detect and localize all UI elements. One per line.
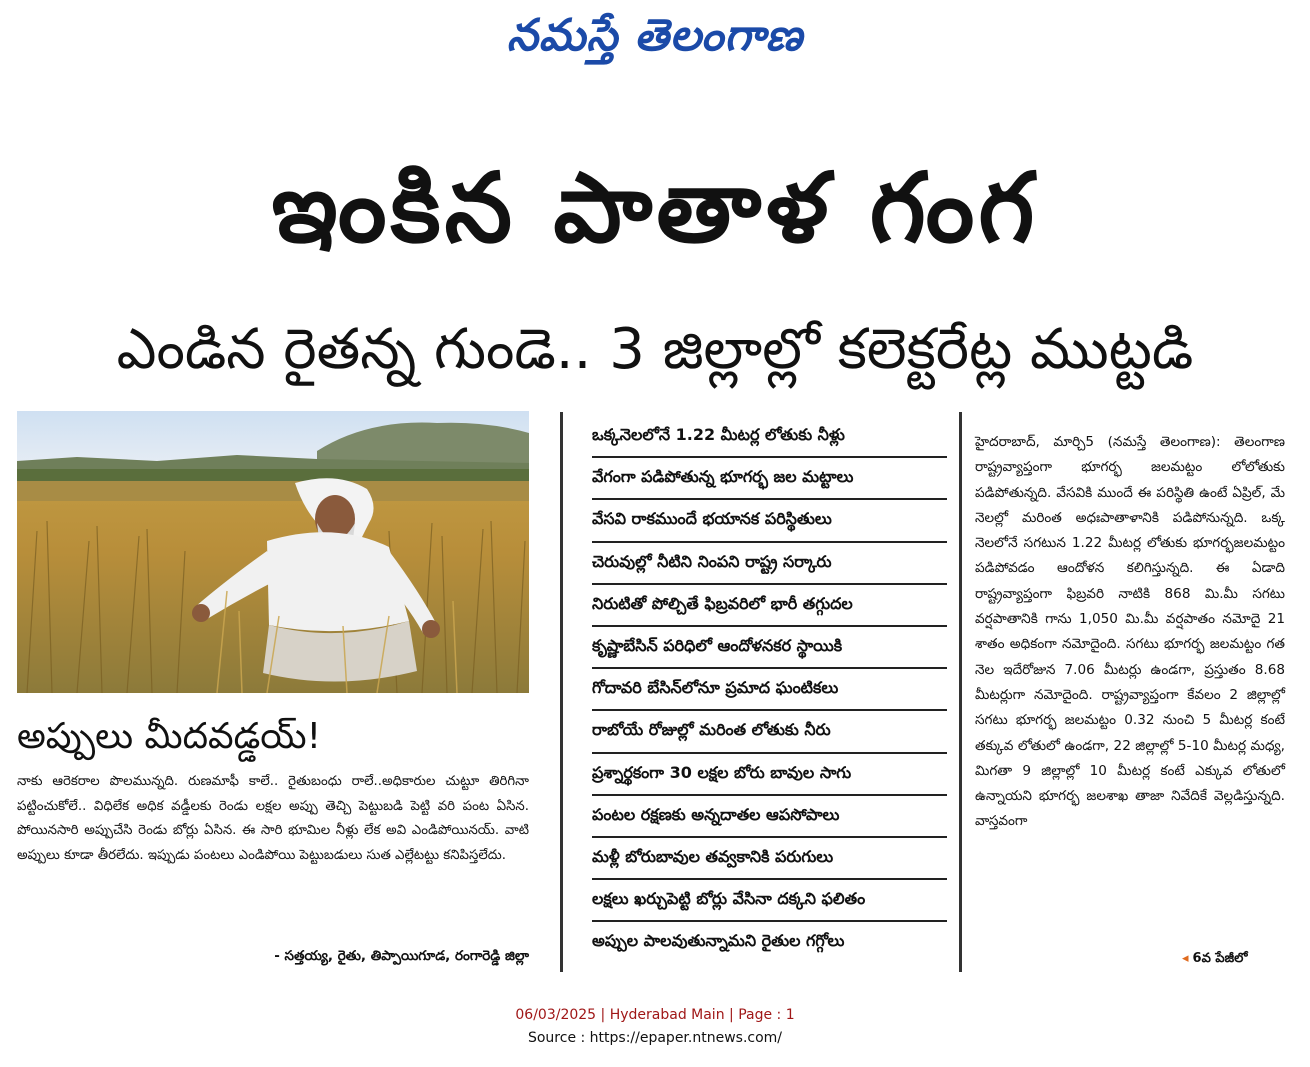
highlight-item: పంటల రక్షణకు అన్నదాతల ఆపసోపాలు — [592, 796, 947, 838]
column-divider-right — [959, 412, 962, 972]
continuation-label: 6వ పేజీలో — [1192, 951, 1248, 966]
footer-source[interactable]: Source : https://epaper.ntnews.com/ — [527, 1030, 783, 1046]
column-divider-left — [560, 412, 563, 972]
article-body — [975, 430, 1285, 835]
sidebar-heading: అప్పులు మీదవడ్డయ్‌! — [17, 716, 322, 757]
headline: ఇంకిన పాతాళ గంగ — [271, 152, 1039, 264]
highlight-item: వేగంగా పడిపోతున్న భూగర్భ జల మట్టాలు — [592, 458, 947, 500]
masthead-logo: నమస్తే తెలంగాణ — [506, 10, 804, 61]
highlight-item: ప్రశ్నార్థకంగా 30 లక్షల బోరు బావుల సాగు — [592, 754, 947, 796]
highlight-item: మళ్లీ బోరుబావుల తవ్వకానికి పరుగులు — [592, 838, 947, 880]
sidebar-credit: - సత్తయ్య, రైతు, తిప్పాయిగూడ, రంగారెడ్డి జిల్లా — [274, 948, 529, 964]
triangle-icon: ◂ — [1182, 951, 1189, 966]
highlight-item: లక్షలు ఖర్చుపెట్టి బోర్లు వేసినా దక్కని ఫలితం — [592, 880, 947, 922]
highlight-item: అప్పుల పాలవుతున్నామని రైతుల గగ్గోలు — [592, 931, 845, 951]
continuation-link[interactable] — [1182, 948, 1247, 970]
highlight-item: వేసవి రాకముందే భయానక పరిస్థితులు — [592, 500, 947, 542]
highlight-item: చెరువుల్లో నీటిని నింపని రాష్ట్ర సర్కారు — [592, 543, 947, 585]
highlights-list — [592, 416, 947, 962]
sidebar-quote — [17, 770, 529, 868]
highlight-item: నిరుటితో పోల్చితే ఫిబ్రవరిలో భారీ తగ్గుదల — [592, 585, 947, 627]
article-text: హైదరాబాద్‌, మార్చి5 (నమస్తే తెలంగాణ): తెలంగాణ రాష్ట్రవ్యాప్తంగా భూగర్భ జలమట్టం లోలోతుకు పడిపోతున్నది. వేసవికి ముందే ఈ పరిస్థితి ఉంటే ఏప్రిల్‌, మే నెలల్లో మరింత అధఃపాతాళానికి పడిపోనున్నది. ఒక్క నెలలోనే సగటున 1.22 మీటర్ల లోతుకు భూగర్భజలమట్టం పడిపోవడం ఆందోళన కలిగిస్తున్నది. ఈ ఏడాది రాష్ట్రవ్యాప్తంగా ఫిబ్రవరి నాటికి 868 మి.మీ సగటు వర్షపాతానికి గాను 1,050 మి.మీ వర్షపాతం నమోదై 21 శాతం అధికంగా నమోదైంది. సగటు భూగర్భ జలమట్టం గత నెల ఇదేరోజున 7.06 మీటర్లు ఉండగా, ప్రస్తుతం 8.68 మీటర్లుగా నమోదైంది. రాష్ట్రవ్యాప్తంగా కేవలం 2 జిల్లాల్లో సగటు భూగర్భ జలమట్టం 0.32 నుంచి 5 మీటర్ల కంటే తక్కువ లోతులో ఉండగా, 22 జిల్లాల్లో 5-10 మీటర్ల మధ్య, మిగతా 9 జిల్లాల్లో 10 మీటర్ల కంటే ఎక్కువ లోతులో ఉన్నాయని భూగర్భ జలశాఖ తాజా నివేదికే వెల్లడిస్తున్నది. వాస్తవంగా — [975, 434, 1285, 830]
highlight-item: రాబోయే రోజుల్లో మరింత లోతుకు నీరు — [592, 711, 947, 753]
highlight-item: కృష్ణాబేసిన్‌ పరిధిలో ఆందోళనకర స్థాయికి — [592, 627, 947, 669]
sidebar-quote-text: నాకు ఆరెకరాల పొలమున్నది. రుణమాఫీ కాలే.. రైతుబంధు రాలే..అధికారుల చుట్టూ తిరిగినా పట్టించుకోలే.. విధిలేక అధిక వడ్డీలకు రెండు లక్షల అప్పు తెచ్చి పెట్టుబడి పెట్టి వరి పంట ఏసిన. పోయినసారి అప్పుచేసి రెండు బోర్లు ఏసిన. ఈ సారి భూమిల నీళ్లు లేక అవి ఎండిపోయినయ్‌. వాటి అప్పులు కూడా తీరలేదు. ఇప్పుడు పంటలు ఎండిపోయి పెట్టుబడులు సుత ఎల్లేటట్టు కనిపిస్తలేదు. — [17, 774, 529, 863]
highlight-item: గోదావరి బేసిన్‌లోనూ ప్రమాద ఘంటికలు — [592, 669, 947, 711]
subheadline: ఎండిన రైతన్న గుండె.. 3 జిల్లాల్లో కలెక్టరేట్ల ముట్టడి — [116, 317, 1194, 382]
footer-date-edition: 06/03/2025 | Hyderabad Main | Page : 1 — [515, 1007, 795, 1023]
farmer-photo — [17, 411, 529, 693]
highlight-item: ఒక్కనెలలోనే 1.22 మీటర్ల లోతుకు నీళ్లు — [592, 416, 947, 458]
